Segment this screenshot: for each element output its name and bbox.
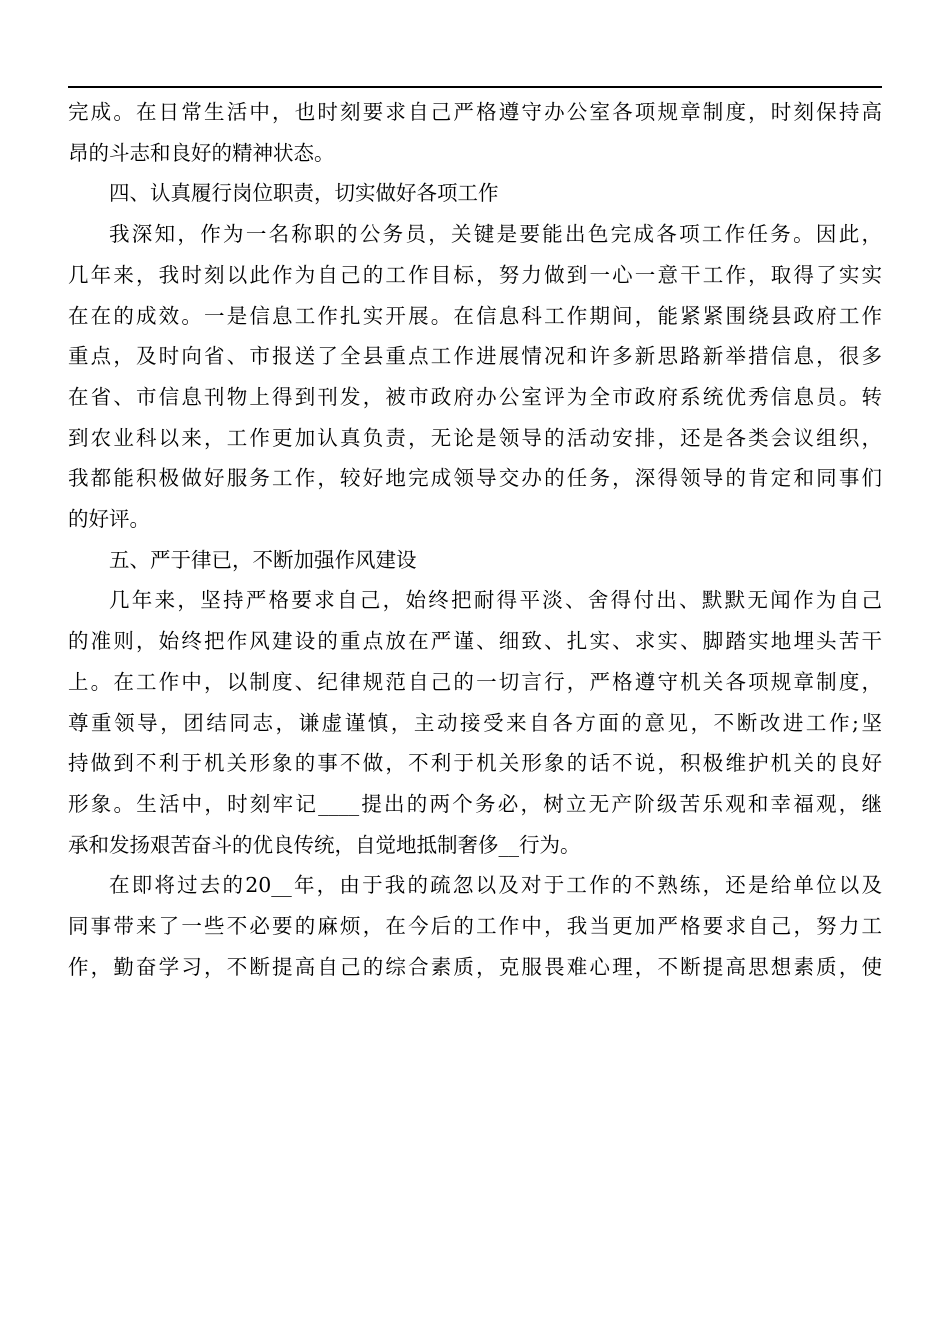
paragraph-conduct bbox=[68, 580, 882, 865]
text-line: 我都能积极做好服务工作，较好地完成领导交办的任务，深得领导的肯定和同事们 bbox=[68, 466, 882, 491]
text-line: 承和发扬艰苦奋斗的优良传统，自觉地抵制奢侈__行为。 bbox=[68, 832, 581, 857]
text-line: 在省、市信息刊物上得到刊发，被市政府办公室评为全市政府系统优秀信息员。转 bbox=[68, 384, 882, 409]
header-rule bbox=[68, 86, 882, 88]
text-line: 几年来，我时刻以此作为自己的工作目标，努力做到一心一意干工作，取得了实实 bbox=[68, 262, 882, 287]
text-line: 昂的斗志和良好的精神状态。 bbox=[68, 140, 335, 165]
text-line: 作，勤奋学习，不断提高自己的综合素质，克服畏难心理，不断提高思想素质，使 bbox=[68, 954, 882, 979]
text-line: 在即将过去的20__年，由于我的疏忽以及对于工作的不熟练，还是给单位以及 bbox=[109, 873, 882, 898]
text-line: 完成。在日常生活中，也时刻要求自己严格遵守办公室各项规章制度，时刻保持高 bbox=[68, 100, 882, 124]
section-heading-five bbox=[68, 540, 882, 581]
heading-line: 五、严于律已，不断加强作风建设 bbox=[109, 547, 417, 572]
text-line: 同事带来了一些不必要的麻烦，在今后的工作中，我当更加严格要求自己，努力工 bbox=[68, 914, 882, 939]
text-line: 到农业科以来，工作更加认真负责，无论是领导的活动安排，还是各类会议组织， bbox=[68, 425, 882, 450]
text-line: 持做到不利于机关形象的事不做，不利于机关形象的话不说，积极维护机关的良好 bbox=[68, 751, 882, 776]
text-line: 尊重领导，团结同志，谦虚谨慎，主动接受来自各方面的意见，不断改进工作;坚 bbox=[68, 710, 882, 735]
text-line: 的准则，始终把作风建设的重点放在严谨、细致、扎实、求实、脚踏实地埋头苦干 bbox=[68, 629, 882, 654]
text-line: 的好评。 bbox=[68, 507, 150, 532]
text-line: 重点，及时向省、市报送了全县重点工作进展情况和许多新思路新举措信息，很多 bbox=[68, 344, 882, 369]
text-line: 形象。生活中，时刻牢记____提出的两个务必，树立无产阶级苦乐观和幸福观，继 bbox=[68, 791, 882, 816]
paragraph-duties bbox=[68, 214, 882, 540]
text-line: 在在的成效。一是信息工作扎实开展。在信息科工作期间，能紧紧围绕县政府工作 bbox=[68, 303, 882, 328]
heading-line: 四、认真履行岗位职责，切实做好各项工作 bbox=[109, 181, 499, 206]
paragraph-continuation bbox=[68, 92, 882, 173]
section-heading-four bbox=[68, 173, 882, 214]
paragraph-conclusion bbox=[68, 865, 882, 987]
text-line: 几年来，坚持严格要求自己，始终把耐得平淡、舍得付出、默默无闻作为自己 bbox=[109, 588, 882, 613]
document-body bbox=[68, 92, 882, 987]
text-line: 上。在工作中，以制度、纪律规范自己的一切言行，严格遵守机关各项规章制度， bbox=[68, 669, 882, 694]
text-line: 我深知，作为一名称职的公务员，关键是要能出色完成各项工作任务。因此， bbox=[109, 222, 882, 247]
